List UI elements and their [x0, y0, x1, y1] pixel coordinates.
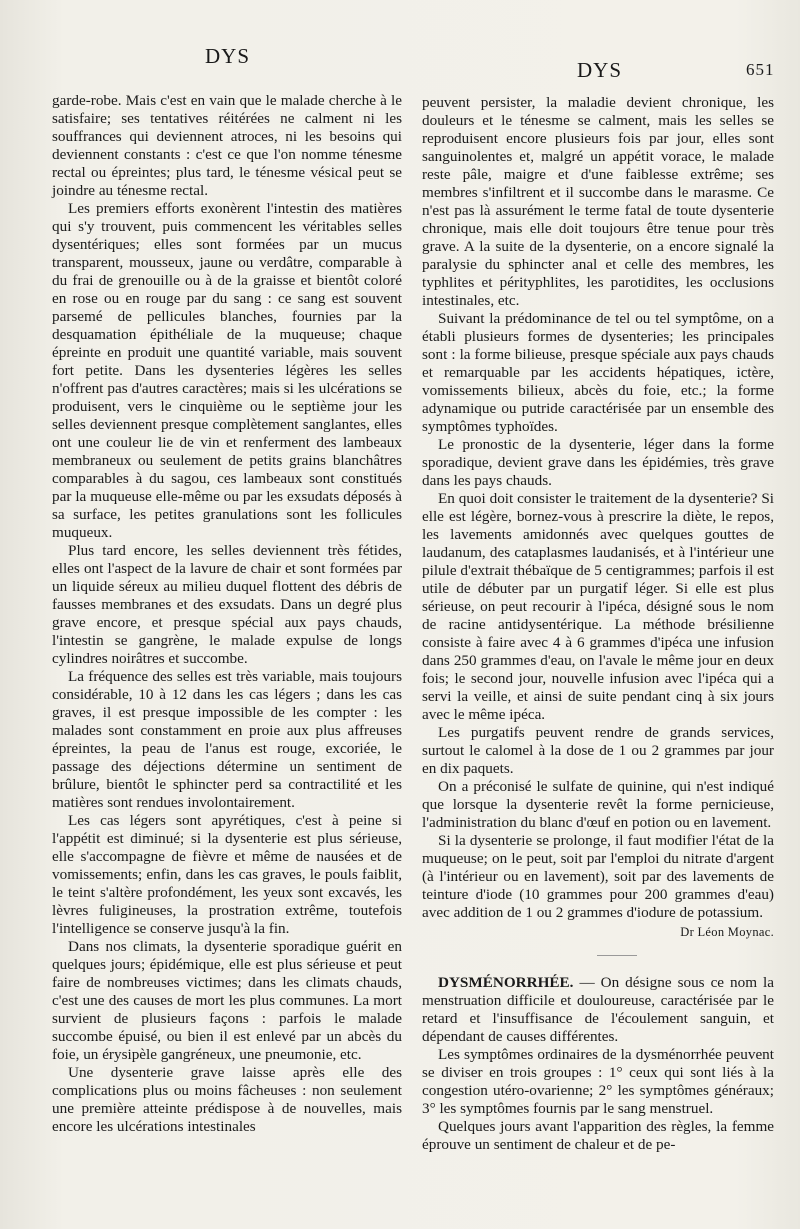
paragraph: Suivant la prédominance de tel ou tel symptôme, on a établi plusieurs formes de dysenteries; les principales sont : la forme bilieuse, presque spéciale aux pays chauds et remarquable par les accidents hépatiques, ictère, vomissements bilieux, abcès du foie, etc.; la forme adynamique ou putride caractérisée par un ensemble des symptômes typhoïdes.	[422, 310, 774, 435]
paragraph: Si la dysenterie se prolonge, il faut modifier l'état de la muqueuse; on le peut, soit par l'emploi du nitrate d'argent (à l'intérieur ou en lavement), soit par des lavements de teinture d'iode (10 grammes pour 200 grammes d'eau) avec addition de 1 ou 2 grammes d'iodure de potassium.	[422, 832, 774, 921]
paragraph: Les purgatifs peuvent rendre de grands services, surtout le calomel à la dose de 1 ou 2 grammes par jour en dix paquets.	[422, 724, 774, 777]
paragraph: La fréquence des selles est très variable, mais toujours considérable, 10 à 12 dans les cas légers ; dans les cas graves, il est presque impossible de les compter : les malades sont constamment en proie aux plus affreuses épreintes, la peau de l'anus est rouge, excoriée, le passage des déjections détermine un sentiment de brûlure, bientôt le sphincter perd sa contractilité et les matières sont rendues involontairement.	[52, 668, 402, 811]
paragraph: Quelques jours avant l'apparition des règles, la femme éprouve un sentiment de chaleur et de pe-	[422, 1118, 774, 1153]
paragraph: Les premiers efforts exonèrent l'intestin des matières qui s'y trouvent, puis commencent les véritables selles dysentériques; elles sont formées par un mucus transparent, mousseux, jaune ou verdâtre, comparable à du frai de grenouille ou à de la graisse et bientôt coloré en rose ou en rouge par du sang : ce sang est souvent parsemé de pellicules blanches, fournies par la desquamation épithéliale de la muqueuse; chaque épreinte en produit une quantité variable, mais souvent fort petite. Dans les dysenteries légères les selles n'offrent pas d'autres caractères; mais si les ulcérations se produisent, vers le cinquième ou le septième jour les selles deviennent presque complètement sanglantes, elles ont une couleur lie de vin et renferment des lambeaux membraneux ou seulement de petits grains blanchâtres comparables à du sagou, ces lambeaux sont constitués par la muqueuse elle-même ou par les exsudats déposés à sa surface, les petites granulations sont les follicules muqueux.	[52, 200, 402, 541]
paragraph: Une dysenterie grave laisse après elle des complications plus ou moins fâcheuses : non seulement une première atteinte prédispose à de nouvelles, mais encore les ulcérations intestinales	[52, 1064, 402, 1135]
entry-term: DYSMÉNORRHÉE.	[438, 974, 574, 991]
left-column	[52, 92, 402, 1136]
running-head-left: DYS	[205, 44, 251, 68]
right-column	[422, 94, 774, 1154]
entry-paragraph	[422, 974, 774, 1046]
paragraph: Les symptômes ordinaires de la dysménorrhée peuvent se diviser en trois groupes : 1° ceux qui sont liés à la congestion utéro-ovarienne; 2° les symptômes généraux; 3° les symptômes fournis par le sang menstruel.	[422, 1046, 774, 1117]
paragraph: En quoi doit consister le traitement de la dysenterie? Si elle est légère, bornez-vous à prescrire la diète, le repos, les lavements amidonnés avec quelques gouttes de laudanum, des cataplasmes laudanisés, et à l'intérieur une pilule d'extrait thébaïque de 5 centigrammes; parfois il est utile de débuter par un purgatif léger. Si elle est plus sérieuse, on peut recourir à l'ipéca, désigné sous le nom de racine antidysentérique. La méthode brésilienne consiste à faire avec 4 à 6 grammes d'ipéca une infusion dans 250 grammes d'eau, on l'avale le même jour en deux fois; le second jour, nouvelle infusion avec l'ipéca qui a servi la veille, et ainsi de suite pendant cinq à six jours avec le même ipéca.	[422, 490, 774, 723]
paragraph: Le pronostic de la dysenterie, léger dans la forme sporadique, devient grave dans les épidémies, très grave dans les pays chauds.	[422, 436, 774, 489]
paragraph: On a préconisé le sulfate de quinine, qui n'est indiqué que lorsque la dysenterie revêt la forme pernicieuse, l'administration du blanc d'œuf en potion ou en lavement.	[422, 778, 774, 831]
page-number: 651	[746, 60, 775, 79]
paragraph: Dans nos climats, la dysenterie sporadique guérit en quelques jours; épidémique, elle est plus sérieuse et peut faire de nombreuses victimes; dans les climats chauds, c'est une des causes de mort les plus communes. La mort survient de plusieurs façons : parfois le malade succombe épuisé, ou bien il est enlevé par un abcès du foie, un érysipèle gangréneux, une pneumonie, etc.	[52, 938, 402, 1063]
paragraph: peuvent persister, la maladie devient chronique, les douleurs et le ténesme se calment, mais les selles se reproduisent encore plusieurs fois par jour, elles sont sanguinolentes et, malgré un appétit vorace, le malade reste pâle, maigre et d'une faiblesse extrême; ses membres s'infiltrent et il succombe dans le marasme. Ce n'est pas là assurément le terme fatal de toute dysenterie chronique, mais elle doit toujours être tenue pour très grave. A la suite de la dysenterie, on a encore signalé la paralysie du sphincter anal et celle des membres, les typhlites et pérityphlites, les parotidites, les occlusions intestinales, etc.	[422, 94, 774, 309]
entry-definition: — On désigne sous ce nom la menstruation difficile et douloureuse, caractérisée par le retard et l'insuffisance de l'écoulement sanguin, et dépendant de causes différentes.	[422, 974, 775, 1045]
author-signature: Dr Léon Moynac.	[680, 925, 774, 939]
running-head-right: DYS	[577, 58, 623, 82]
paragraph: Plus tard encore, les selles deviennent très fétides, elles ont l'aspect de la lavure de chair et sont formées par un liquide séreux au milieu duquel flottent des débris de fausses membranes et des exsudats. Dans un degré plus grave encore, et presque spécial aux pays chauds, l'intestin se gangrène, le malade expulse de longs cylindres noirâtres et succombe.	[52, 542, 402, 667]
paragraph: garde-robe. Mais c'est en vain que le malade cherche à le satisfaire; ses tentatives réitérées ne calment ni les souffrances qui deviennent atroces, ni les besoins qui deviennent constants : c'est ce que l'on nomme ténesme rectal ou épreintes; plus tard, le ténesme vésical peut se joindre au ténesme rectal.	[52, 92, 402, 199]
divider	[597, 955, 637, 956]
paragraph: Les cas légers sont apyrétiques, c'est à peine si l'appétit est diminué; si la dysenterie est plus sérieuse, elle s'accompagne de fièvre et même de nausées et de vomissements; enfin, dans les cas graves, le pouls faiblit, le teint s'altère profondément, les yeux sont excavés, les lèvres fuligineuses, la prostration extrême, toutefois l'intelligence se conserve jusqu'à la fin.	[52, 812, 402, 937]
